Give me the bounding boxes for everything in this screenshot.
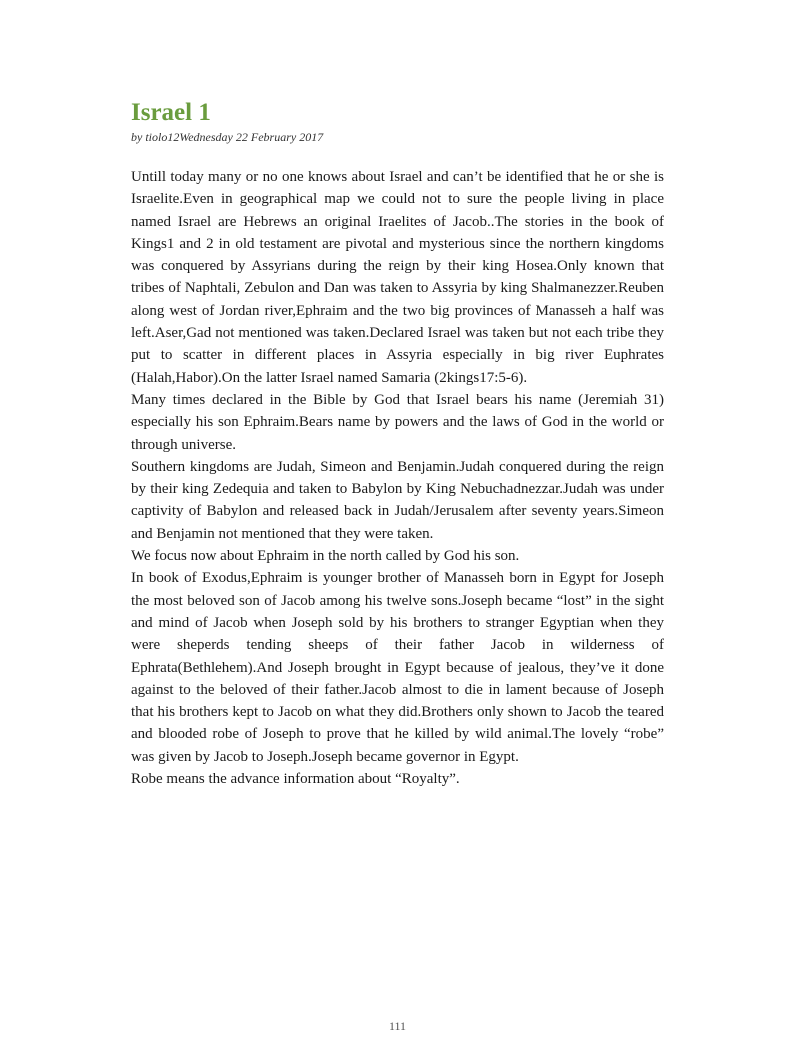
paragraph: In book of Exodus,Ephraim is younger brother of Manasseh born in Egypt for Joseph the most beloved son of Jacob among his twelve sons.Joseph became “lost” in the sight and mind of Jacob when Joseph sold by his brothers to stranger Egyptian when they were sheperds tending sheeps of their father Jacob in wilderness of Ephrata(Bethlehem).And Joseph brought in Egypt because of jealous, they’ve it done against to the beloved of their father.Jacob almost to die in lament because of Joseph that his brothers kept to Jacob on what they did.Brothers only shown to Jacob the teared and blooded robe of Joseph to prove that he killed by wild animal.The lovely “robe” was given by Jacob to Joseph.Joseph became governor in Egypt. (131, 570, 664, 765)
paragraph: Robe means the advance information about “Royalty”. (131, 771, 460, 788)
article-title: Israel 1 (131, 99, 211, 126)
paragraph: Untill today many or no one knows about Israel and can’t be identified that he or she is Israelite.Even in geographical map we could not to sure the people living in place named Israel are Hebrews an original Iraelites of Jacob..The stories in the book of Kings1 and 2 in old testament are pivotal and mysterious since the northern kingdoms was conquered by Assyrians during the reign by their king Hosea.Only known that tribes of Naphtali, Zebulon and Dan was taken to Assyria by king Shalmanezzer.Reuben along west of Jordan river,Ephraim and the two big provinces of Manasseh a half was left.Aser,Gad not mentioned was taken.Declared Israel was taken but not each tribe they put to scatter in different places in Assyria especially in big river Euphrates (Halah,Habor).On the latter Israel named Samaria (2kings17:5-6). (131, 169, 664, 386)
paragraph: Southern kingdoms are Judah, Simeon and Benjamin.Judah conquered during the reign by their king Zedequia and taken to Babylon by King Nebuchadnezzar.Judah was under captivity of Babylon and released back in Judah/Jerusalem after seventy years.Simeon and Benjamin not mentioned that they were taken. (131, 458, 664, 542)
article-byline: by tiolo12Wednesday 22 February 2017 (131, 130, 324, 144)
article-body (131, 166, 664, 790)
paragraph: Many times declared in the Bible by God that Israel bears his name (Jeremiah 31) especially his son Ephraim.Bears name by powers and the laws of God in the world or through universe. (131, 391, 664, 453)
paragraph: We focus now about Ephraim in the north called by God his son. (131, 548, 520, 565)
page-number: 111 (388, 1019, 407, 1033)
